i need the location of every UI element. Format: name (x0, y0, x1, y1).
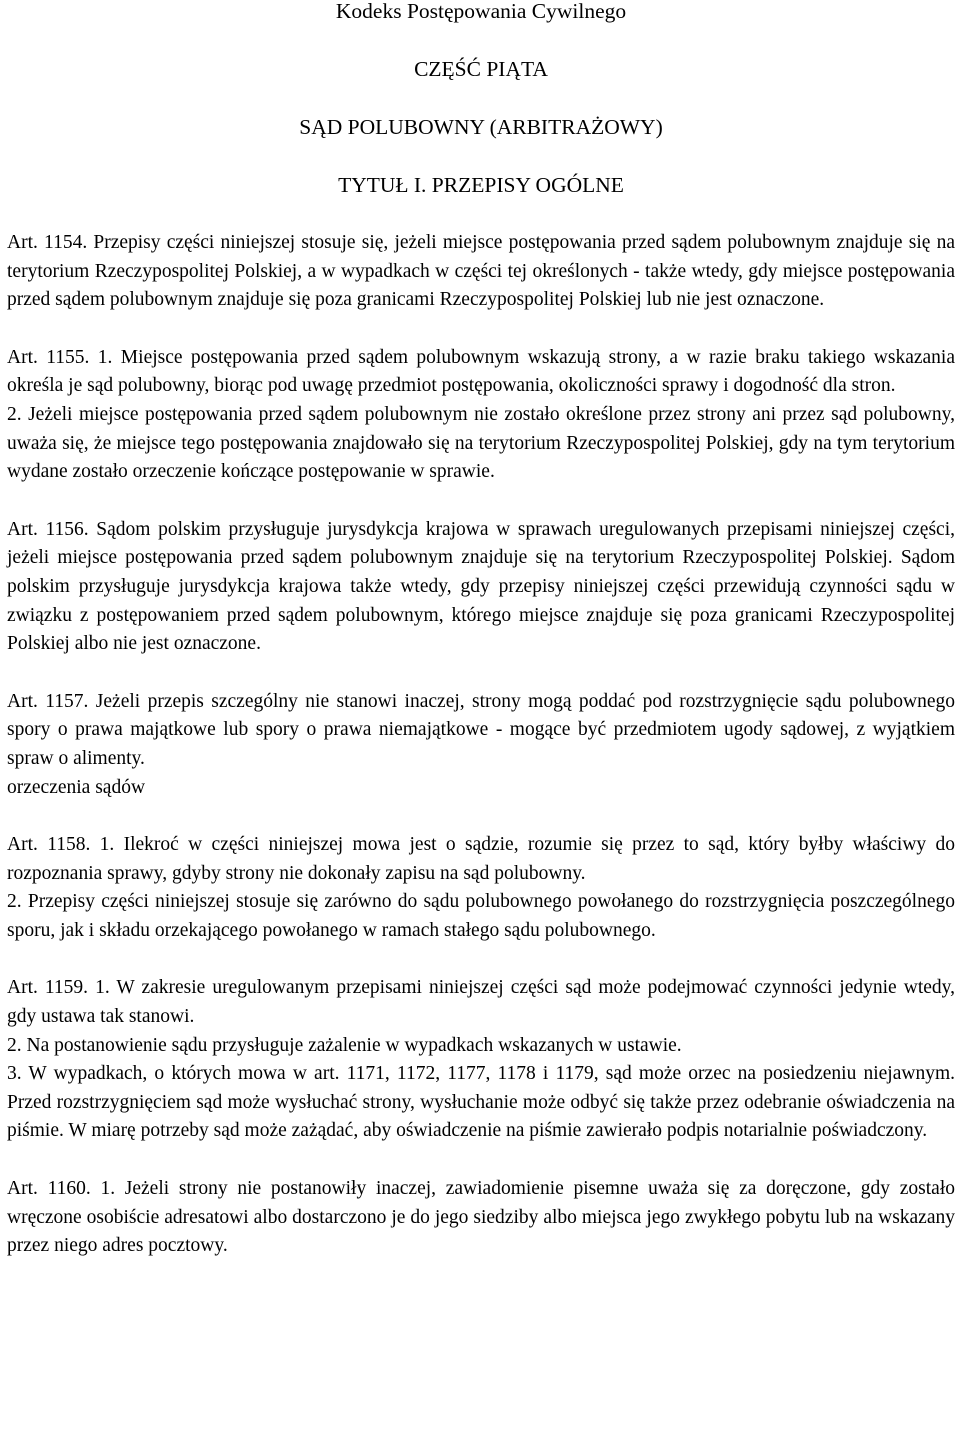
article-1160 (7, 1175, 955, 1261)
article-1154 (7, 229, 955, 315)
article-paragraph: Art. 1157. Jeżeli przepis szczególny nie stanowi inaczej, strony mogą poddać pod rozstrzygnięcie sądu polubownego spory o prawa majątkowe lub spory o prawa niemajątkowe - mogące być przedmiotem ugody sądowej, z wyjątkiem spraw o alimenty. (7, 690, 955, 769)
article-1157 (7, 688, 955, 802)
article-1156 (7, 516, 955, 659)
article-paragraph: Art. 1155. 1. Miejsce postępowania przed sądem polubownym wskazują strony, a w razie braku takiego wskazania określa je sąd polubowny, biorąc pod uwagę przedmiot postępowania, okoliczności sprawy i dogodność dla stron. (7, 346, 955, 397)
court-heading: SĄD POLUBOWNY (ARBITRAŻOWY) (299, 115, 663, 139)
article-paragraph: 2. Jeżeli miejsce postępowania przed sądem polubownym nie zostało określone przez strony ani przez sąd polubowny, uważa się, że miejsce tego postępowania znajdowało się na terytorium Rzeczypospolitej Polskiej, gdy na tym terytorium wydane zostało orzeczenie kończące postępowanie w sprawie. (7, 403, 955, 483)
section-note: orzeczenia sądów (7, 776, 146, 798)
article-1158 (7, 831, 955, 945)
article-paragraph: 3. W wypadkach, o których mowa w art. 1171, 1172, 1177, 1178 i 1179, sąd może orzec na posiedzeniu niejawnym. Przed rozstrzygnięciem sąd może wysłuchać strony, wysłuchanie może odbyć się także przez odebranie oświadczenia na piśmie. W miarę potrzeby sąd może zażądać, aby oświadczenie na piśmie zawierało podpis notarialnie poświadczony. (7, 1063, 955, 1142)
part-heading: CZĘŚĆ PIĄTA (414, 57, 548, 81)
article-paragraph: 2. Na postanowienie sądu przysługuje zażalenie w wypadkach wskazanych w ustawie. (7, 1034, 682, 1056)
title-heading: TYTUŁ I. PRZEPISY OGÓLNE (338, 173, 624, 197)
article-paragraph: Art. 1154. Przepisy części niniejszej stosuje się, jeżeli miejsce postępowania przed sądem polubownym znajduje się na terytorium Rzeczypospolitej Polskiej, a w wypadkach w części tej określonych - także wtedy, gdy miejsce postępowania przed sądem polubownym znajduje się poza granicami Rzeczypospolitej Polskiej lub nie jest oznaczone. (7, 232, 955, 311)
article-paragraph: 2. Przepisy części niniejszej stosuje się zarówno do sądu polubownego powołanego do rozstrzygnięcia poszczególnego sporu, jak i składu orzekającego powołanego w ramach stałego sądu polubownego. (7, 891, 955, 941)
article-1159 (7, 974, 955, 1146)
article-paragraph: Art. 1159. 1. W zakresie uregulowanym przepisami niniejszej części sąd może podejmować czynności jedynie wtedy, gdy ustawa tak stanowi. (7, 977, 955, 1028)
code-title: Kodeks Postępowania Cywilnego (335, 0, 627, 23)
article-paragraph: Art. 1158. 1. Ilekroć w części niniejszej mowa jest o sądzie, rozumie się przez to sąd, który byłby właściwy do rozpoznania sprawy, gdyby strony nie dokonały zapisu na sąd polubowny. (7, 834, 955, 884)
article-1155 (7, 344, 955, 487)
document-page (7, 0, 955, 1261)
article-paragraph: Art. 1160. 1. Jeżeli strony nie postanowiły inaczej, zawiadomienie pisemne uważa się za doręczone, gdy zostało wręczone osobiście adresatowi albo dostarczono je do jego siedziby albo miejsca jego zwykłego pobytu lub na wskazany przez niego adres pocztowy. (7, 1178, 955, 1257)
article-paragraph: Art. 1156. Sądom polskim przysługuje jurysdykcja krajowa w sprawach uregulowanych przepisami niniejszej części, jeżeli miejsce postępowania przed sądem polubownym znajduje się na terytorium Rzeczypospolitej Polskiej. Sądom polskim przysługuje jurysdykcja krajowa także wtedy, gdy przepisy niniejszej części przewidują czynności sądu w związku z postępowaniem przed sądem polubownym, którego miejsce znajduje się poza granicami Rzeczypospolitej Polskiej albo nie jest oznaczone. (7, 518, 955, 655)
